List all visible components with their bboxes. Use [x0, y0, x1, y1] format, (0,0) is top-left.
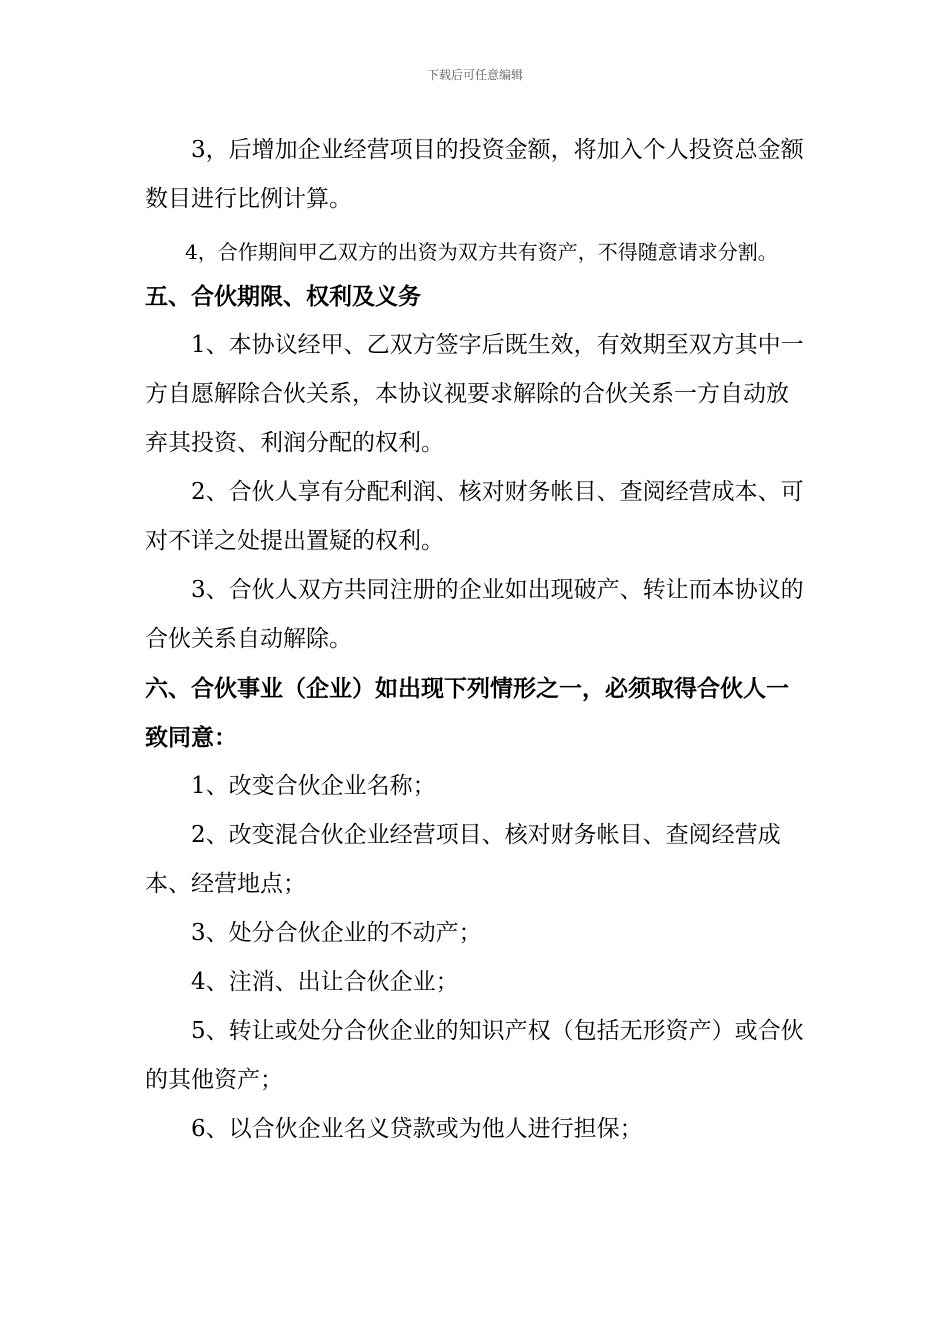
list-item-1: 1、改变合伙企业名称； [191, 773, 436, 799]
list-item-5: 5、转让或处分合伙企业的知识产权（包括无形资产）或合伙的其他资产； [145, 1018, 804, 1093]
section-heading-6: 六、合伙事业（企业）如出现下列情形之一，必须取得合伙人一致同意： [145, 675, 789, 751]
paragraph-investment-ratio: 3，后增加企业经营项目的投资金额，将加入个人投资总金额数目进行比例计算。 [145, 137, 804, 212]
list-item-2: 2、改变混合伙企业经营项目、核对财务帐目、查阅经营成本、经营地点； [145, 822, 781, 897]
document-body [145, 126, 807, 1154]
paragraph-shared-assets: 4，合作期间甲乙双方的出资为双方共有资产，不得随意请求分割。 [185, 240, 778, 264]
paragraph-dissolution: 3、合伙人双方共同注册的企业如出现破产、转让而本协议的合伙关系自动解除。 [145, 577, 804, 652]
paragraph-partner-rights: 2、合伙人享有分配利润、核对财务帐目、查阅经营成本、可对不详之处提出置疑的权利。 [145, 479, 804, 554]
list-item-3: 3、处分合伙企业的不动产； [191, 920, 482, 946]
paragraph-agreement-effect: 1、本协议经甲、乙双方签字后既生效，有效期至双方其中一方自愿解除合伙关系，本协议视要求解除的合伙关系一方自动放弃其投资、利润分配的权利。 [145, 332, 804, 456]
section-heading-5: 五、合伙期限、权利及义务 [145, 283, 421, 310]
list-item-4: 4、注消、出让合伙企业； [191, 969, 459, 995]
page-header: 下载后可任意编辑 [426, 68, 523, 82]
list-item-6: 6、以合伙企业名义贷款或为他人进行担保； [191, 1116, 643, 1142]
